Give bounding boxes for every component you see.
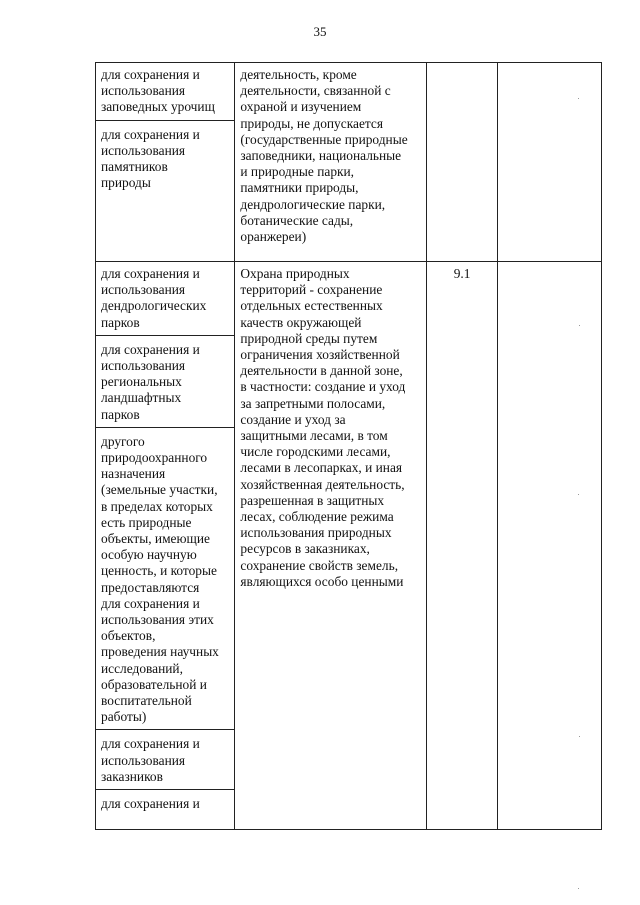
- table-row: [96, 262, 602, 830]
- empty-cell: [497, 63, 601, 262]
- purpose-continued: для сохранения и: [96, 789, 234, 816]
- purpose-sanctuaries: для сохранения и использования заказников: [96, 729, 234, 789]
- purpose-cell: [96, 63, 235, 262]
- empty-cell: [497, 262, 601, 830]
- page-number: 35: [313, 24, 327, 39]
- code-cell: [427, 63, 497, 262]
- description-cell: Охрана природных территорий - сохранение отдельных естественных качеств окружающей природной среды путем ограничения хозяйственной деятельности в данной зоне, в частности: создание и уход за запретными полосами, создание и уход за защитными лесами, в том числе городскими лесами, лесами в лесопарках, и иная хозяйственная деятельность, разрешенная в защитных лесах, соблюдение режима использования природных ресурсов в заказниках, сохранение свойств земель, являющихся особо ценными: [235, 262, 427, 830]
- purpose-reserved-tracts: для сохранения и использования заповедных урочищ: [101, 67, 215, 115]
- land-use-table: [95, 62, 602, 830]
- table-row: [96, 63, 602, 262]
- purpose-dendrological-parks: для сохранения и использования дендрологических парков: [101, 266, 207, 330]
- scan-speck: [578, 98, 579, 99]
- purpose-other-protection: другого природоохранного назначения (земельные участки, в пределах которых есть природные объекты, имеющие особую научную ценность, и которые предоставляются для сохранения и использования этих объектов, проведения научных исследований, образовательной и воспитательной работы): [96, 427, 234, 730]
- scan-speck: [578, 494, 579, 495]
- code-cell: 9.1: [427, 262, 497, 830]
- scan-speck: [579, 736, 580, 737]
- purpose-cell: [96, 262, 235, 830]
- scan-speck: [578, 888, 579, 889]
- description-cell: деятельность, кроме деятельности, связанной с охраной и изучением природы, не допускается (государственные природные заповедники, национальные и природные парки, памятники природы, дендрологические парки, ботанические сады, оранжереи): [235, 63, 427, 262]
- scan-speck: [579, 325, 580, 326]
- purpose-natural-monuments: для сохранения и использования памятников природы: [96, 120, 234, 196]
- purpose-regional-parks: для сохранения и использования региональных ландшафтных парков: [96, 335, 234, 427]
